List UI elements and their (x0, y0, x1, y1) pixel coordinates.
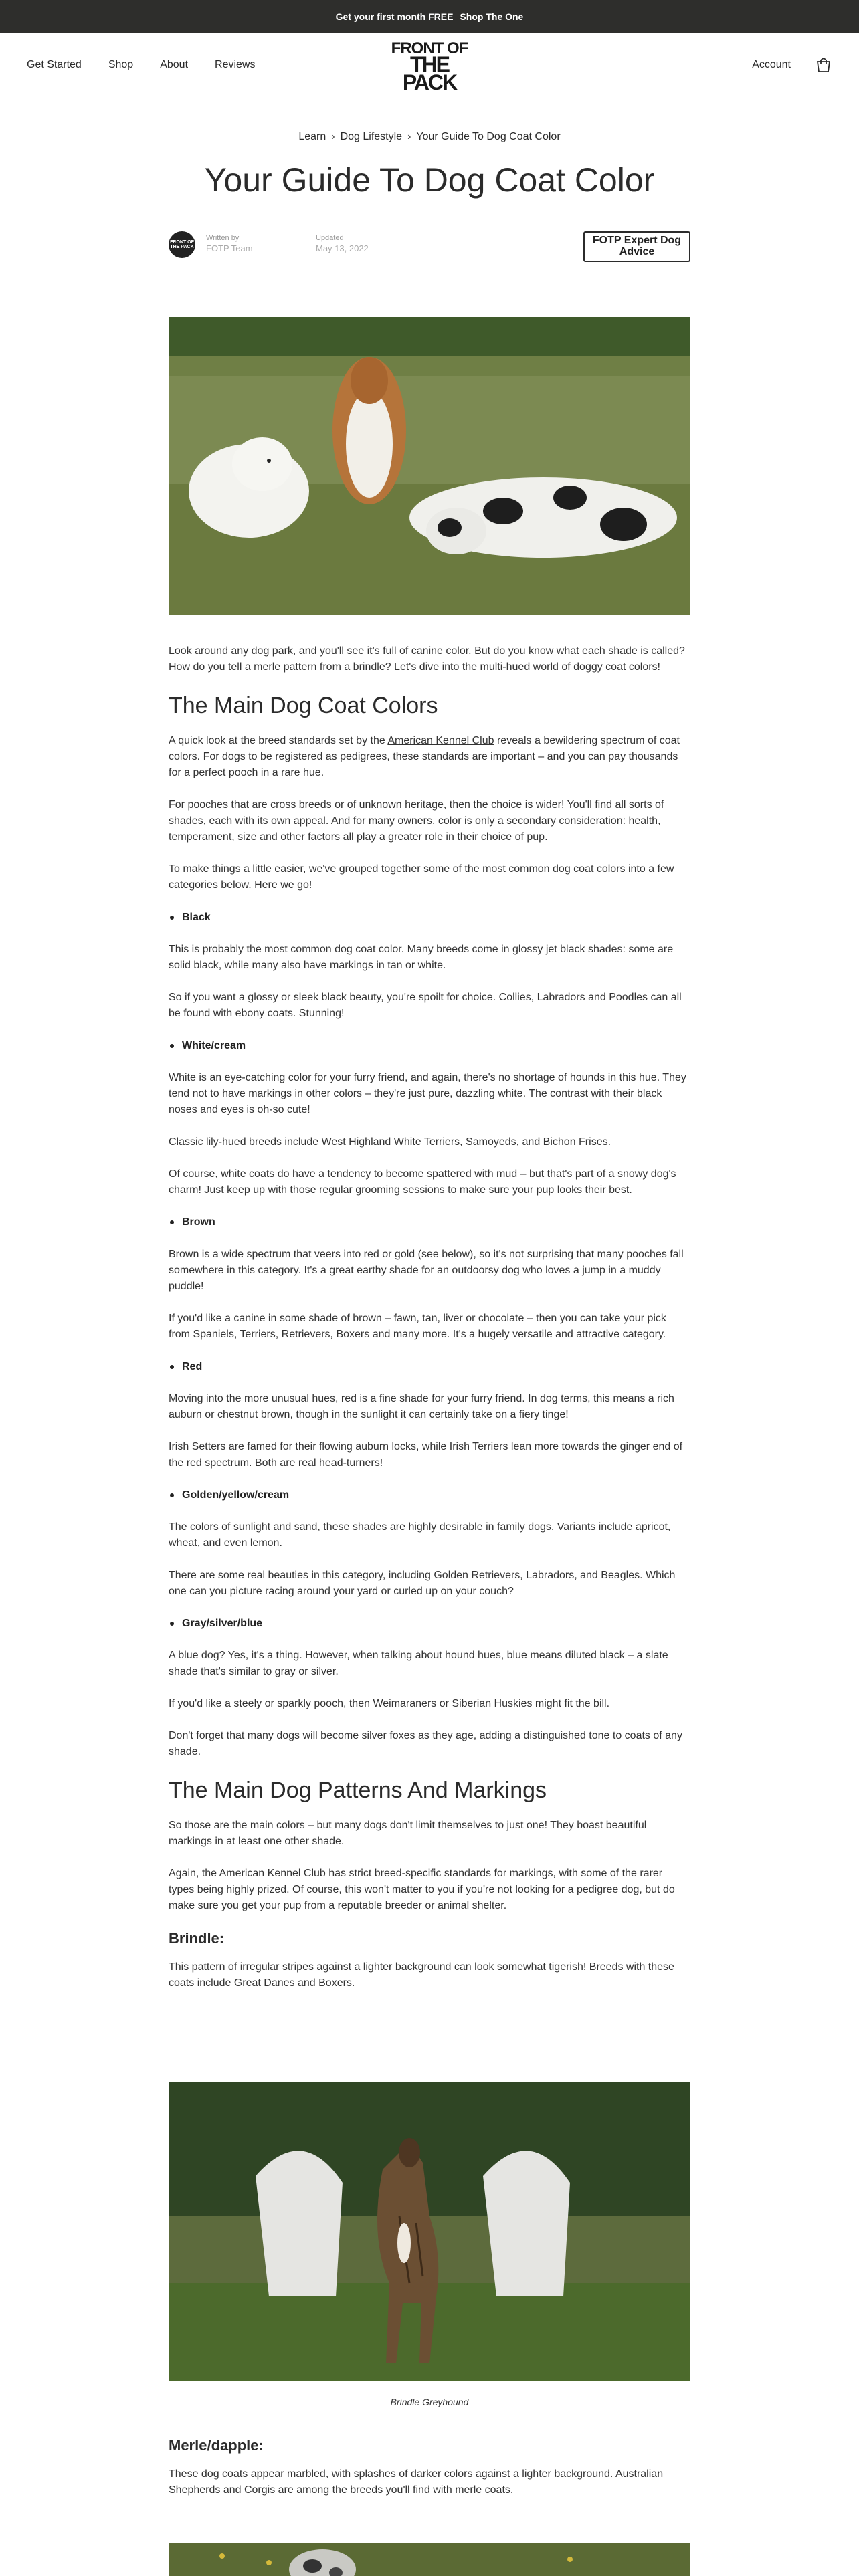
paragraph: Don't forget that many dogs will become silver foxes as they age, adding a distinguished tone to coats of any shade. (169, 1730, 682, 1757)
article-body-continued (169, 2437, 690, 2498)
paragraph: A blue dog? Yes, it's a thing. However, when talking about hound hues, blue means diluted black – a slate shade that's similar to gray or silver. (169, 1650, 668, 1677)
paragraph: Classic lily-hued breeds include West Highland White Terriers, Samoyeds, and Bichon Frises. (169, 1136, 611, 1148)
page-title: Your Guide To Dog Coat Color (204, 161, 655, 199)
merle-dog-image (169, 2543, 690, 2576)
color-gray-label: Gray/silver/blue (169, 1616, 690, 1632)
american-kennel-club-link[interactable]: American Kennel Club (387, 735, 494, 746)
color-red-label: Red (169, 1359, 690, 1375)
paragraph: If you'd like a canine in some shade of brown – fawn, tan, liver or chocolate – then you can take your pick from Spaniels, Terriers, Retrievers, Boxers and many more. It's a hugely versatile and attractive category. (169, 1313, 666, 1340)
color-golden-label: Golden/yellow/cream (169, 1487, 690, 1503)
nav-about[interactable]: About (160, 59, 189, 70)
main-nav (27, 59, 255, 71)
paragraph: There are some real beauties in this category, including Golden Retrievers, Labradors, and Beagles. Which one can you picture racing around your yard or curled up on your couch? (169, 1570, 676, 1597)
paragraph: Irish Setters are famed for their flowing auburn locks, while Irish Terriers lean more towards the ginger end of the red spectrum. Both are real head-turners! (169, 1441, 683, 1469)
logo-line-1: FRONT OF (391, 39, 468, 58)
breadcrumb-current: Your Guide To Dog Coat Color (416, 131, 561, 142)
breadcrumb-dog-lifestyle[interactable]: Dog Lifestyle (340, 131, 403, 142)
author-block (206, 234, 253, 253)
nav-shop[interactable]: Shop (108, 59, 134, 70)
paragraph: Brown is a wide spectrum that veers into red or gold (see below), so it's not surprising that many pooches fall somewhere in this category. It's a great earthy shade for an outdoorsy dog who loves a jump in a muddy puddle! (169, 1249, 684, 1292)
brindle-greyhound-image (169, 2082, 690, 2381)
nav-get-started[interactable]: Get Started (27, 59, 82, 70)
author-avatar: FRONT OF THE PACK (169, 231, 195, 258)
author-name: FOTP Team (206, 243, 253, 253)
account-link[interactable]: Account (752, 59, 791, 70)
breadcrumb-learn[interactable]: Learn (298, 131, 326, 142)
chevron-right-icon: › (407, 131, 411, 142)
paragraph: To make things a little easier, we've grouped together some of the most common dog coat colors into a few categories below. Here we go! (169, 863, 674, 891)
paragraph: Of course, white coats do have a tendency to become spattered with mud – but that's part of a snowy dog's charm! Just keep up with those regular grooming sessions to make sure your pup looks their best. (169, 1168, 676, 1196)
account-nav (752, 56, 832, 74)
site-header (0, 33, 859, 100)
paragraph (169, 733, 690, 781)
article-body (169, 643, 690, 2008)
paragraph: The colors of sunlight and sand, these shades are highly desirable in family dogs. Variants include apricot, wheat, and even lemon. (169, 1521, 671, 1549)
written-by-label: Written by (206, 234, 240, 242)
paragraph: Again, the American Kennel Club has strict breed-specific standards for markings, with some of the rarer types being highly prized. Of course, this won't matter to you if you're not looking for a pedigree dog, but do make sure you get your pup from a reputable breeder or animal shelter. (169, 1868, 675, 1911)
paragraph: White is an eye-catching color for your furry friend, and again, there's no shortage of hounds in this hue. They tend not to have markings in other colors – they're just pure, dazzling white. The contrast with their black noses and eyes is oh-so cute! (169, 1072, 686, 1115)
site-logo[interactable] (391, 39, 468, 95)
updated-date: May 13, 2022 (316, 243, 369, 253)
heading-main-colors: The Main Dog Coat Colors (169, 693, 438, 718)
hero-dogs-image (169, 317, 690, 615)
heading-brindle: Brindle: (169, 1930, 225, 1947)
announcement-text: Get your first month FREE (335, 11, 454, 22)
akc-text-after: reveals a bewildering spectrum of coat colors. For dogs to be registered as pedigrees, these standards are important – and you can pay thousands for a perfect pooch in a rare hue. (169, 735, 680, 778)
article-meta (169, 231, 690, 262)
brindle-caption: Brindle Greyhound (390, 2397, 469, 2407)
chevron-right-icon: › (331, 131, 335, 142)
announcement-bar (0, 0, 859, 33)
intro-paragraph: Look around any dog park, and you'll see it's full of canine color. But do you know what each shade is called? How do you tell a merle pattern from a brindle? Let's dive into the multi-hued world of doggy coat colors! (169, 645, 685, 673)
updated-block (316, 234, 369, 253)
paragraph: These dog coats appear marbled, with splashes of darker colors against a lighter background. Australian Shepherds and Corgis are among the breeds you'll find with merle coats. (169, 2468, 664, 2496)
logo-line-2: THE PACK (402, 52, 457, 95)
paragraph: Moving into the more unusual hues, red is a fine shade for your furry friend. In dog terms, this means a rich auburn or chestnut brown, though in the sunlight it can certainly take on a fiery tinge! (169, 1393, 674, 1420)
color-white-label: White/cream (169, 1038, 690, 1054)
nav-reviews[interactable]: Reviews (215, 59, 256, 70)
paragraph: This is probably the most common dog coat color. Many breeds come in glossy jet black shades: some are solid black, while many also have markings in tan or white. (169, 944, 674, 971)
paragraph: This pattern of irregular stripes against a lighter background can look somewhat tigerish! Breeds with these coats include Great Danes and Boxers. (169, 1961, 674, 1989)
akc-text-before: A quick look at the breed standards set by the (169, 735, 388, 746)
color-black-label: Black (169, 909, 690, 926)
shop-the-one-link[interactable]: Shop The One (460, 11, 524, 22)
updated-label: Updated (316, 234, 344, 242)
heading-patterns: The Main Dog Patterns And Markings (169, 1778, 547, 1803)
paragraph: For pooches that are cross breeds or of unknown heritage, then the choice is wider! You'll find all sorts of shades, each with its own appeal. And for many owners, color is only a secondary consideration: health, temperament, size and other factors all play a greater role in their choice of pup. (169, 799, 664, 843)
cart-icon[interactable] (815, 56, 832, 74)
paragraph: If you'd like a steely or sparkly pooch, then Weimaraners or Siberian Huskies might fit the bill. (169, 1698, 610, 1709)
breadcrumb (0, 131, 859, 143)
color-brown-label: Brown (169, 1214, 690, 1230)
paragraph: So those are the main colors – but many dogs don't limit themselves to just one! They boast beautiful markings in at least one other shade. (169, 1820, 647, 1847)
paragraph: So if you want a glossy or sleek black beauty, you're spoilt for choice. Collies, Labradors and Poodles can all be found with ebony coats. Stunning! (169, 992, 682, 1019)
expert-advice-button[interactable]: FOTP Expert Dog Advice (583, 231, 690, 262)
heading-merle: Merle/dapple: (169, 2437, 264, 2454)
